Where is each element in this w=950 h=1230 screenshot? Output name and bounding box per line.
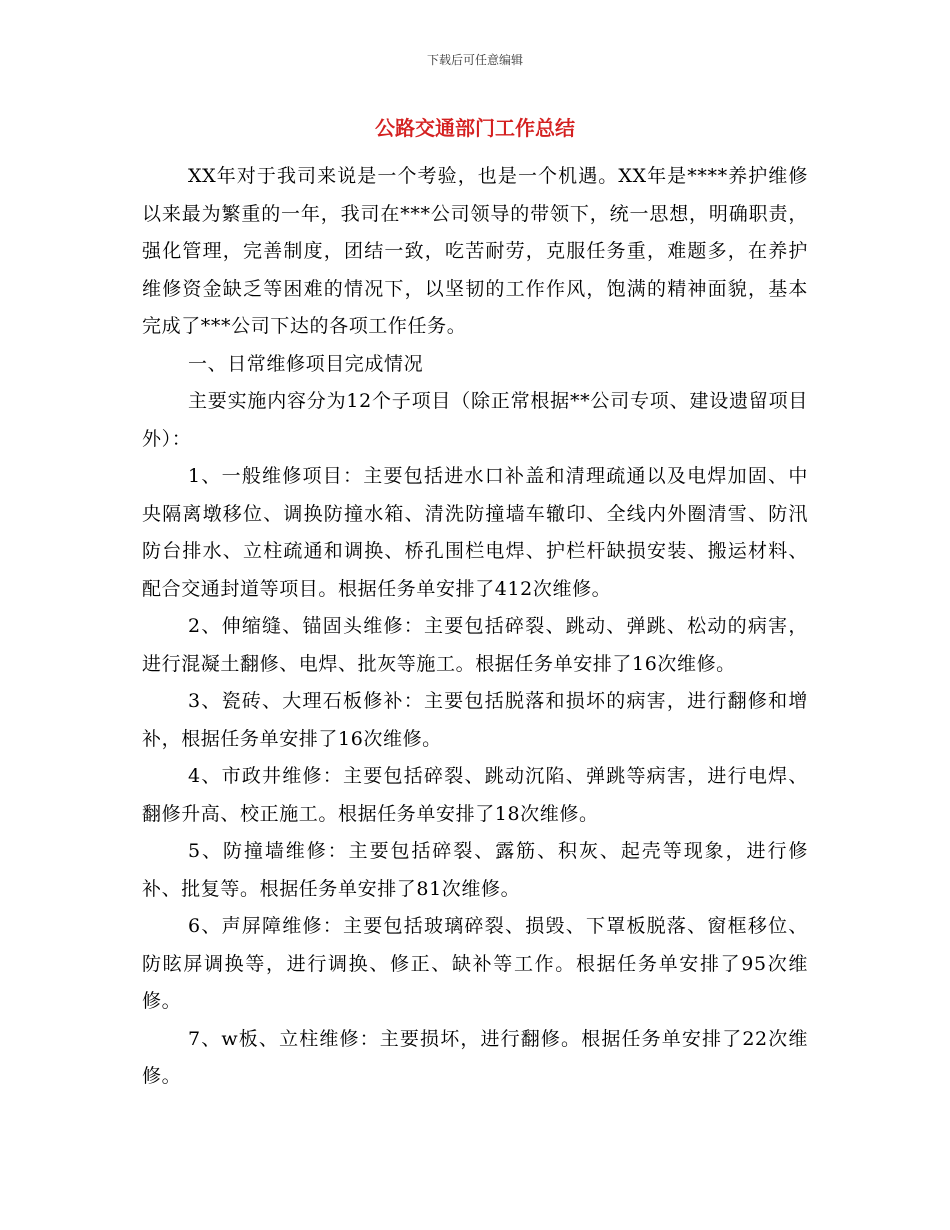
paragraph-item-1: 1、一般维修项目：主要包括进水口补盖和清理疏通以及电焊加固、中央隔离墩移位、调换防撞水箱、清洗防撞墙车辙印、全线内外圈清雪、防汛防台排水、立柱疏通和调换、桥孔围栏电焊、护栏杆缺损安装、搬运材料、配合交通封道等项目。根据任务单安排了412次维修。: [142, 465, 808, 600]
header-note: 下载后可任意编辑: [426, 53, 523, 67]
document-title: 公路交通部门工作总结: [375, 116, 575, 140]
paragraph-item-5: 5、防撞墙维修：主要包括碎裂、露筋、积灰、起壳等现象，进行修补、批复等。根据任务单安排了81次维修。: [142, 840, 808, 900]
document-body: [142, 158, 808, 1096]
section-heading: 一、日常维修项目完成情况: [188, 352, 424, 375]
paragraph-item-6: 6、声屏障维修：主要包括玻璃碎裂、损毁、下罩板脱落、窗框移位、防眩屏调换等，进行调换、修正、缺补等工作。根据任务单安排了95次维修。: [142, 915, 808, 1012]
paragraph-item-3: 3、瓷砖、大理石板修补：主要包括脱落和损坏的病害，进行翻修和增补，根据任务单安排了16次维修。: [142, 690, 808, 750]
paragraph-item-4: 4、市政井维修：主要包括碎裂、跳动沉陷、弹跳等病害，进行电焊、翻修升高、校正施工。根据任务单安排了18次维修。: [142, 765, 808, 825]
paragraph-intro: XX年对于我司来说是一个考验，也是一个机遇。XX年是****养护维修以来最为繁重的一年，我司在***公司领导的带领下，统一思想，明确职责，强化管理，完善制度，团结一致，吃苦耐劳，克服任务重，难题多，在养护维修资金缺乏等困难的情况下，以坚韧的工作作风，饱满的精神面貌，基本完成了***公司下达的各项工作任务。: [142, 165, 808, 337]
paragraph-overview: 主要实施内容分为12个子项目（除正常根据**公司专项、建设遗留项目外）：: [142, 390, 808, 450]
paragraph-item-2: 2、伸缩缝、锚固头维修：主要包括碎裂、跳动、弹跳、松动的病害，进行混凝土翻修、电焊、批灰等施工。根据任务单安排了16次维修。: [142, 615, 808, 675]
paragraph-item-7: 7、w板、立柱维修：主要损坏，进行翻修。根据任务单安排了22次维修。: [142, 1027, 808, 1087]
